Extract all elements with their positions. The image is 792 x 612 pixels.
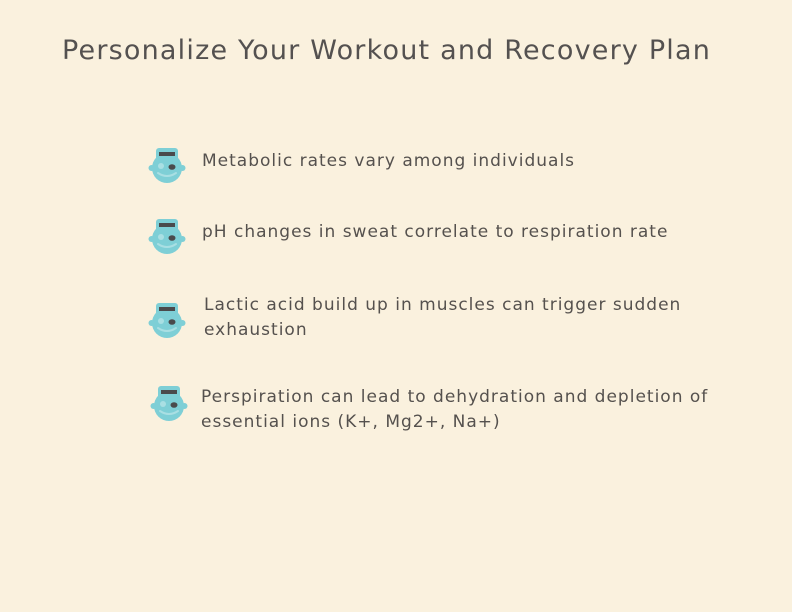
device-face-icon: [149, 384, 189, 424]
bullet-item: [147, 384, 747, 444]
device-face-icon: [147, 217, 187, 257]
bullet-text: Metabolic rates vary among individuals: [202, 151, 576, 171]
bullet-item: [147, 295, 747, 360]
bullet-text: pH changes in sweat correlate to respiration rate: [202, 222, 669, 242]
bullet-text: Lactic acid build up in muscles can trigger sudden exhaustion: [204, 295, 682, 340]
slide-title: Personalize Your Workout and Recovery Plan: [62, 35, 712, 66]
bullet-text: Perspiration can lead to dehydration and depletion of essential ions (K+, Mg2+, Na+): [201, 387, 709, 432]
bullet-item: [147, 217, 747, 277]
device-face-icon: [147, 146, 187, 186]
device-face-icon: [147, 301, 187, 341]
bullet-item: [147, 146, 747, 206]
